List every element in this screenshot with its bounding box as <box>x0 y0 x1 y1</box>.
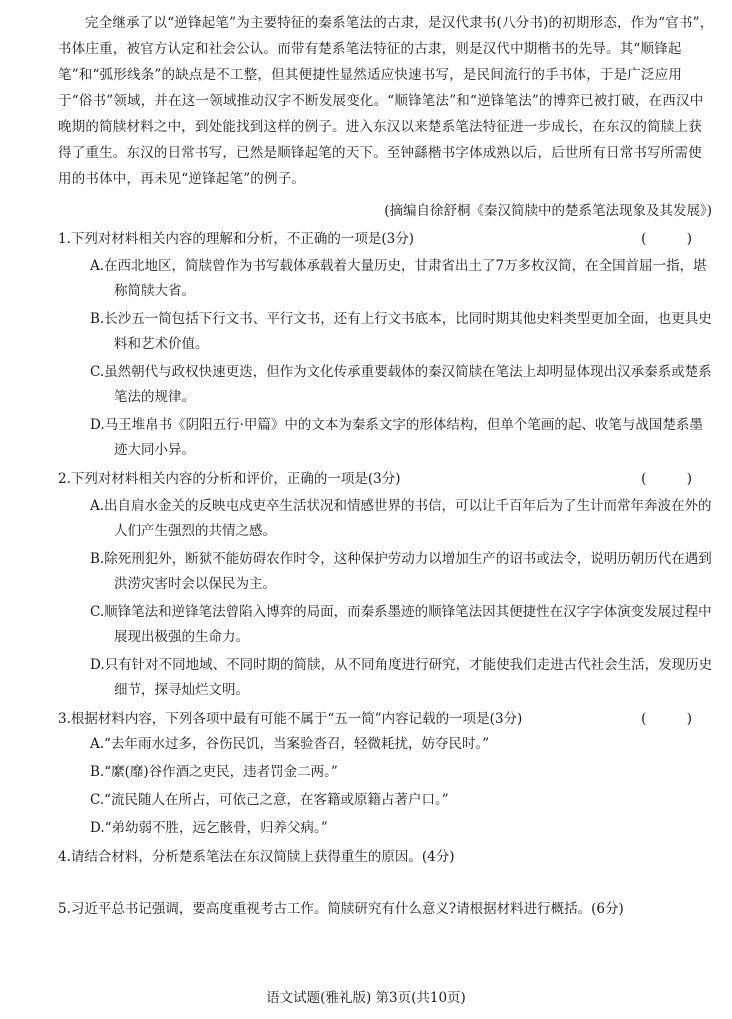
option-b[interactable]: B.长沙五一简包括下行文书、平行文书，还有上行文书底本，比同时期其他史料类型更加全面，也更具史料和艺术价值。 <box>90 311 712 352</box>
question-stem <box>58 226 714 252</box>
question-2 <box>58 466 714 703</box>
question-stem <box>58 706 714 732</box>
option-c[interactable]: C.虽然朝代与政权快速更迭，但作为文化传承重要载体的秦汉简牍在笔法上却明显体现出汉承秦系或楚系笔法的规律。 <box>90 364 712 405</box>
option-d[interactable]: D.马王堆帛书《阴阳五行·甲篇》中的文本为秦系文字的形体结构，但单个笔画的起、收笔与战国楚系墨迹大同小异。 <box>90 417 703 458</box>
question-4-stem: 4.请结合材料，分析楚系笔法在东汉简牍上获得重生的原因。(4分) <box>58 849 455 865</box>
option-b[interactable]: B.“縻(靡)谷作酒之吏民，违者罚金二两。” <box>90 764 338 780</box>
answer-bracket[interactable]: ( ) <box>641 231 710 247</box>
question-1-stem: 1.下列对材料相关内容的理解和分析，不正确的一项是(3分) <box>58 231 415 247</box>
option-b[interactable]: B.除死刑犯外，断狱不能妨碍农作时令，这种保护劳动力以增加生产的诏书或法令，说明历朝历代在遇到洪涝灾害时会以保民为主。 <box>90 551 712 592</box>
question-5-stem: 5.习近平总书记强调，要高度重视考古工作。简牍研究有什么意义?请根据材料进行概括。(6分) <box>58 901 624 917</box>
question-3-stem: 3.根据材料内容，下列各项中最有可能不属于“五一简”内容记载的一项是(3分) <box>58 711 523 727</box>
question-1 <box>58 226 714 463</box>
question-stem <box>58 466 714 492</box>
option-c[interactable]: C.顺锋笔法和逆锋笔法曾陷入博弈的局面，而秦系墨迹的顺锋笔法因其便捷性在汉字字体演变发展过程中展现出极强的生命力。 <box>90 604 712 645</box>
answer-bracket[interactable]: ( ) <box>641 471 710 487</box>
question-3 <box>58 706 714 841</box>
option-d[interactable]: D.“弟幼弱不胜，远乞骸骨，归养父病。” <box>90 820 328 836</box>
passage-source: (摘编自徐舒桐《秦汉简牍中的楚系笔法现象及其发展》) <box>384 203 712 219</box>
option-a[interactable]: A.在西北地区，简牍曾作为书写载体承载着大量历史，甘肃省出土了7万多枚汉简，在全国首屈一指，堪称简牍大省。 <box>90 258 707 299</box>
passage-paragraph: 完全继承了以“逆锋起笔”为主要特征的秦系笔法的古隶，是汉代隶书(八分书)的初期形态，作为“官书”，书体庄重，被官方认定和社会公认。而带有楚系笔法特征的古隶，则是汉代中期楷书的先导。其“顺锋起笔”和“弧形线条”的缺点是不工整，但其便捷性显然适应快速书写，是民间流行的手书体，于是广泛应用于“俗书”领域，并在这一领域推动汉字不断发展变化。“顺锋笔法”和“逆锋笔法”的博弈已被打破，在西汉中晚期的简牍材料之中，到处能找到这样的例子。进入东汉以来楚系笔法特征进一步成长，在东汉的简牍上获得了重生。东汉的日常书写，已然是顺锋起笔的天下。至钟繇楷书字体成熟以后，后世所有日常书写所需使用的书体中，再未见“逆锋起笔”的例子。 <box>58 15 714 187</box>
option-c[interactable]: C.“流民随人在所占，可依己之意，在客籍或原籍占著户口。” <box>90 792 449 808</box>
page-footer: 语文试题(雅礼版) 第3页(共10页) <box>266 990 466 1006</box>
option-a[interactable]: A.出自肩水金关的反映屯戍吏卒生活状况和情感世界的书信，可以让千百年后为了生计而常年奔波在外的人们产生强烈的共情之感。 <box>90 498 712 539</box>
answer-space[interactable] <box>58 870 714 896</box>
question-4 <box>58 844 714 870</box>
question-5 <box>58 896 714 922</box>
option-a[interactable]: A.“去年雨水过多，谷伤民饥，当案验沓召，轻微耗扰，妨夺民时。” <box>90 736 490 752</box>
answer-bracket[interactable]: ( ) <box>641 711 710 727</box>
reading-passage <box>58 10 714 192</box>
question-2-stem: 2.下列对材料相关内容的分析和评价，正确的一项是(3分) <box>58 471 401 487</box>
option-d[interactable]: D.只有针对不同地域、不同时期的简牍，从不同角度进行研究，才能使我们走进古代社会生活，发现历史细节，探寻灿烂文明。 <box>90 657 713 698</box>
